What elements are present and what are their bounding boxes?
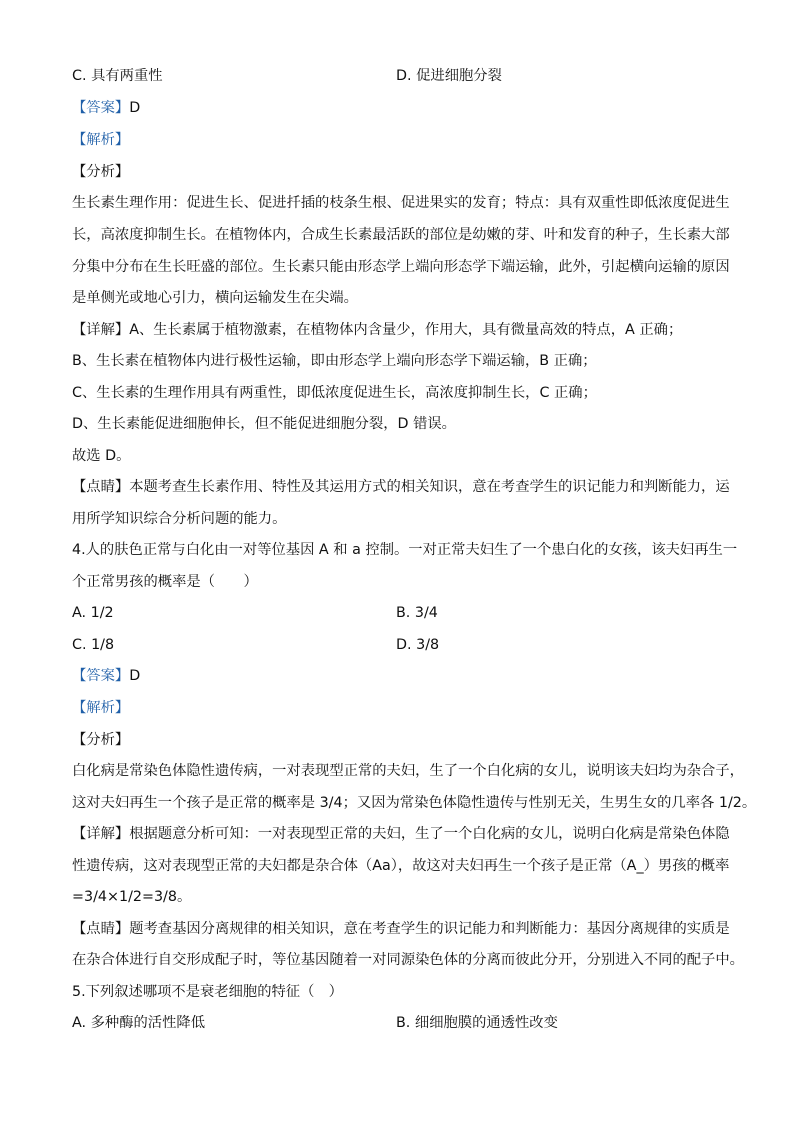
xiangjie-line [72,825,730,843]
dianjing-tag: 【点睛】 [72,921,130,937]
fenxi-text-line: 长，高浓度抑制生长。在植物体内，合成生长素最活跃的部位是幼嫩的芽、叶和发育的种子，生长素大部 [72,227,730,243]
option-a: A. 多种酶的活性降低 [72,1015,205,1031]
analysis-heading: 【解析】 [72,132,130,148]
dianjing-line [72,478,730,496]
option-a: A. 1/2 [72,605,114,621]
fenxi-heading: 【分析】 [72,164,130,180]
xiangjie-text: A、生长素属于植物激素，在植物体内含量少，作用大，具有微量高效的特点，A 正确； [129,322,683,338]
question-4-stem: 个正常男孩的概率是（ ） [72,574,258,590]
xiangjie-tag: 【详解】 [72,826,130,842]
dianjing-tag: 【点睛】 [72,479,130,495]
fenxi-text-line: 分集中分布在生长旺盛的部位。生长素只能由形态学上端向形态学下端运输，此外，引起横向运输的原因 [72,259,730,275]
answer-value: D [129,668,141,684]
fenxi-heading: 【分析】 [72,732,130,748]
xiangjie-text-line: B、生长素在植物体内进行极性运输，即由形态学上端向形态学下端运输，B 正确； [72,353,597,369]
option-d: D. 3/8 [396,637,440,653]
option-d: D. 促进细胞分裂 [396,68,502,84]
dianjing-text-line: 用所学知识综合分析问题的能力。 [72,511,287,527]
dianjing-text: 题考查基因分离规律的相关知识，意在考查学生的识记能力和判断能力：基因分离规律的实质是 [129,921,730,937]
fenxi-text-line: 生长素生理作用：促进生长、促进扦插的枝条生根、促进果实的发育；特点：具有双重性即低浓度促进生 [72,195,730,211]
answer-line [72,99,140,117]
answer-tag: 【答案】 [72,100,130,116]
analysis-heading: 【解析】 [72,700,130,716]
fenxi-text-line: 是单侧光或地心引力，横向运输发生在尖端。 [72,290,358,306]
fenxi-text-line: 这对夫妇再生一个孩子是正常的概率是 3/4；又因为常染色体隐性遗传与性别无关，生男生女的几率各 1/2。 [72,795,757,811]
xiangjie-line [72,321,682,339]
xiangjie-text-line: D、生长素能促进细胞伸长，但不能促进细胞分裂，D 错误。 [72,416,456,432]
fenxi-text-line: 白化病是常染色体隐性遗传病，一对表现型正常的夫妇，生了一个白化病的女儿，说明该夫妇均为杂合子， [72,763,744,779]
dianjing-line [72,920,730,938]
question-5-stem: 5.下列叙述哪项不是衰老细胞的特征（ ） [72,984,343,1000]
xiangjie-tag: 【详解】 [72,322,130,338]
answer-value: D [129,100,141,116]
answer-tag: 【答案】 [72,668,130,684]
option-c: C. 具有两重性 [72,68,163,84]
dianjing-text-line: 在杂合体进行自交形成配子时，等位基因随着一对同源染色体的分离而彼此分开，分别进入不同的配子中。 [72,952,744,968]
xiangjie-text: 根据题意分析可知：一对表现型正常的夫妇，生了一个白化病的女儿，说明白化病是常染色体隐 [129,826,730,842]
question-4-stem: 4.人的肤色正常与白化由一对等位基因 A 和 a 控制。一对正常夫妇生了一个患白化的女孩，该夫妇再生一 [72,542,738,558]
xiangjie-text-line: 性遗传病，这对表现型正常的夫妇都是杂合体（Aa），故这对夫妇再生一个孩子是正常（A_）男孩的概率 [72,858,730,874]
conclusion-line: 故选 D。 [72,448,131,464]
option-b: B. 3/4 [396,605,438,621]
option-b: B. 细细胞膜的通透性改变 [396,1015,558,1031]
xiangjie-text-line: =3/4×1/2=3/8。 [72,889,192,905]
answer-line [72,667,140,685]
option-c: C. 1/8 [72,637,115,653]
xiangjie-text-line: C、生长素的生理作用具有两重性，即低浓度促进生长，高浓度抑制生长，C 正确； [72,385,597,401]
dianjing-text: 本题考查生长素作用、特性及其运用方式的相关知识，意在考查学生的识记能力和判断能力，运 [129,479,730,495]
